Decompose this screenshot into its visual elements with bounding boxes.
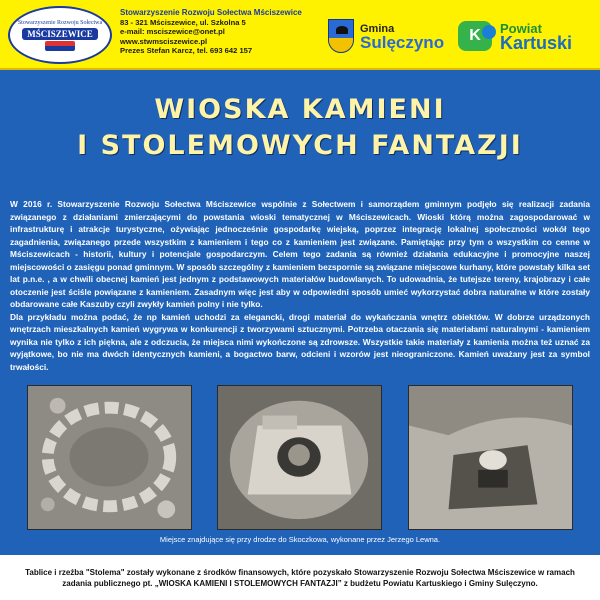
powiat-logo [458,14,598,58]
powiat-label: Powiat [500,21,542,36]
logo-emblem-icon [45,41,75,51]
logo-banner: MŚCISZEWICE [22,28,98,40]
website: www.stwmsciszewice.pl [120,36,208,46]
paragraph-1: W 2016 r. Stowarzyszenie Rozwoju Sołectwa Mściszewice wspólnie z Sołectwem i samorządem gminnym podjęło się realizacji zadania związanego z działaniami zmierzającymi do powstania wioski tematycznej w Mściszewicach. Wioski którą można zagospodarować w infrastrukturę i atrakcje turystyczne, ożywiając jednocześnie gospodarkę wiejską, poprzez integrację lokalnej społeczności wokół tego zagadnienia, związanego przede wszystkim z kamieniem i tego co z kamieniem jest związane. Pamiętając przy tym o wszystkim co cenne w Mściszewicach - historii, kultury i potencjale gospodarczym. Celem tego zadania są również działania edukacyjne i promocyjne naszej miejscowości o zasięgu ponad gminnym. W sposób szczególny z kamieniem bezspornie są związane miejscowe kurhany, które powstały kilka set lat p.n.e. , a w chwili obecnej kamień jest jednym z podstawowych materiałów budowlanych. To udowadnia, że tutejsze tereny, krajobrazy i całe otoczenie jest ściśle powiązane z kamieniem. Zasadnym więc jest aby w odpowiedni sposób umieć wykorzystać dobra naturalne w które zostały obdarowane całe Kaszuby czyli zwykły kamień polny i nie tylko. [10,199,590,309]
header-bar [0,0,600,70]
powiat-name: Kartuski [500,33,573,53]
title-line-2: I STOLEMOWYCH FANTAZJI [77,130,523,161]
photo-stone-structure [408,385,573,530]
logo-ring-text: Stowarzyszenie Rozwoju Sołectwa [17,19,103,26]
email: e-mail: msciszewice@onet.pl [120,27,225,36]
funding-note-line-2: zadania publicznego pt. „WIOSKA KAMIENI I STOLEMOWYCH FANTAZJI” z budżetu Powiatu Kartuskiego i Gminy Sulęczyno. [62,578,538,588]
address: 83 - 321 Mściszewice, ul. Szkolna 5 [120,17,246,27]
photo-stone-hearth [217,385,382,530]
page-title [0,92,600,164]
gmina-name: Sulęczyno [360,33,445,52]
info-panel [0,70,600,555]
paragraph-2: Dla przykładu można podać, że np kamień uchodzi za elegancki, drogi materiał do wykańczania wnętrz obiektów. W dobrze urządzonych wnętrzach mieszkalnych kamień wygrywa w konkurencji z tworzywami sztucznymi. Potrzeba otaczania się materiałami naturalnymi - kamieniem wynika nie tylko z ich piękna, ale z odczucia, że miejsca nimi wykończone są zdrowsze. Wszystkie takie materiały z kamienia można też uznać za wyjątkowe, bo nie ma dwóch identycznych kamieni, a bogactwo barw, odcieni i wzorów jest nieograniczone. Kamień uważany jest za symbol trwałości. [10,311,590,372]
funding-note-line-1: Tablice i rzeźba "Stolema" zostały wykonane z środków finansowych, które pozyskało Stowarzyszenie Rozwoju Sołectwa Mściszewice w ramach [25,567,575,577]
photo-stone-circle [27,385,192,530]
gmina-coat-of-arms-icon [328,19,354,53]
title-line-1: WIOSKA KAMIENI [154,94,446,125]
photo-caption: Miejsce znajdujące się przy drodze do Skoczkowa, wykonane przez Jerzego Lewna. [159,535,441,544]
gmina-logo [328,12,448,60]
powiat-mark-icon: K [458,21,492,51]
gmina-label: Gmina [360,23,395,35]
association-logo [8,6,112,64]
footer [0,555,600,600]
body-text [10,198,590,373]
contact-block [120,8,320,56]
president-contact: Prezes Stefan Karcz, tel. 693 642 157 [120,46,253,55]
photo-strip [0,385,600,535]
funding-note [20,567,580,589]
organization-name: Stowarzyszenie Rozwoju Sołectwa Mściszewice [120,8,302,17]
